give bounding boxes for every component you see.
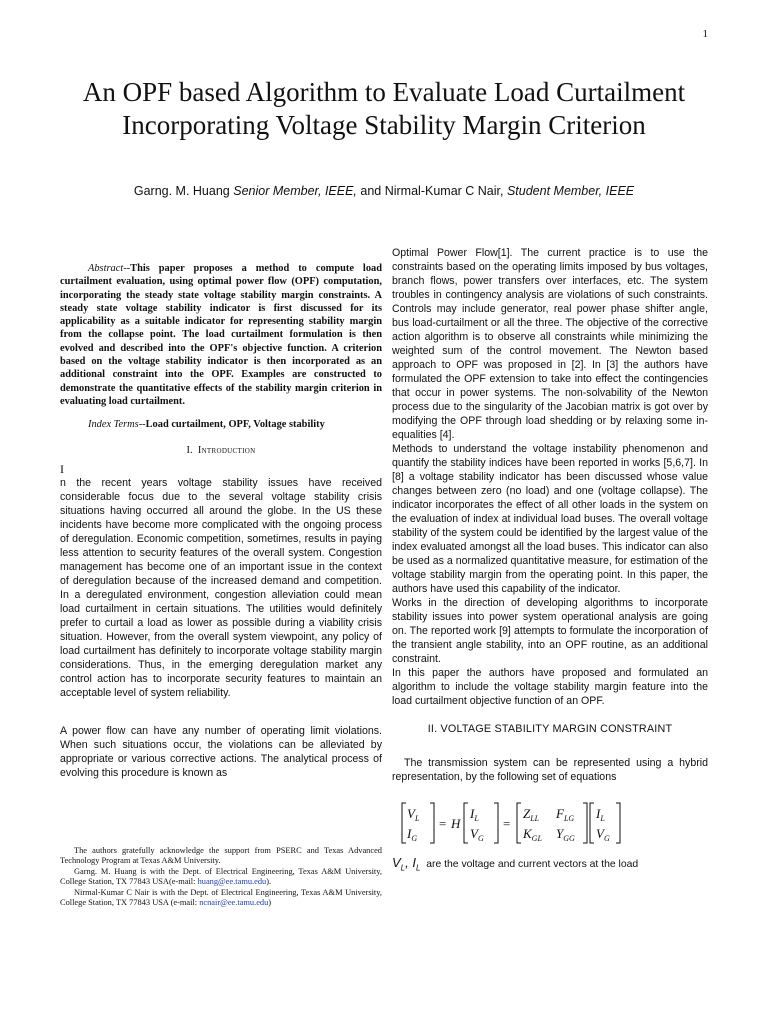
section-1-heading: [60, 444, 382, 458]
eq-K-sub: GL: [531, 834, 542, 843]
eq-Z-sub: LL: [530, 814, 540, 823]
eq-VG2-sub: G: [603, 834, 610, 843]
eq-Y: Y: [556, 826, 564, 841]
svg-text:=: =: [439, 816, 447, 831]
eq-Z: Z: [523, 806, 531, 821]
eq-Y-sub: GG: [563, 834, 575, 843]
svg-text:IL: [469, 806, 479, 823]
section-2-heading: II. VOLTAGE STABILITY MARGIN CONSTRAINT: [427, 723, 673, 735]
svg-text:=: =: [503, 816, 511, 831]
author-1-role: Senior Member, IEEE,: [233, 184, 357, 198]
index-terms-text: Load curtailment, OPF, Voltage stability: [145, 419, 325, 431]
footnote-acknowledgment: The authors gratefully acknowledge the support from PSERC and Texas Advanced Technology Program at Texas A&M University.: [60, 846, 382, 866]
svg-text:VG: [470, 826, 484, 843]
svg-text:VG: [596, 826, 610, 843]
svg-text:IG: [406, 826, 417, 843]
svg-text:VL: [407, 806, 420, 823]
eq-IG-sub: G: [411, 834, 418, 843]
index-terms-lead: Index Terms--: [88, 419, 146, 431]
footnote-author-2-end: ): [268, 898, 272, 908]
author-2-name: Nirmal-Kumar C Nair,: [384, 184, 504, 198]
author-2-role: Student Member, IEEE: [506, 184, 635, 198]
eq-IG: I: [407, 826, 412, 841]
right-paragraph-1: Optimal Power Flow[1]. The current practice is to use the constraints based on the operating limits imposed by bus voltages, branch flows, power transfers over interfaces, etc. The system troubles in contingency analysis are violations of such constraints. Controls may include generator, real power phase shifter angle, bus load-curtailment or all the three. The objective of the corrective action algorithm is to observe all constraints while minimizing the weighted sum of the control movement. The Newton based approach to OPF was proposed in [2]. In [3] the authors have formulated the OPF extension to take into effect the contingencies that occur in power systems. The non-solvability of the Newton process due to the singularity of the Jacobian matrix is got over by modifying the OPF through load shedding or by relaxing some in-equalities [4].: [392, 247, 708, 441]
footnote-author-1: [60, 867, 382, 888]
author-conjunction: and: [356, 184, 385, 198]
right-paragraph-4: In this paper the authors have proposed and formulated an algorithm to include the voltage stability margin feature into the load curtailment objective function of an OPF.: [392, 667, 708, 707]
eq-IL2-sub: L: [600, 814, 605, 823]
abstract: [60, 262, 382, 408]
eq-VL: V: [407, 806, 415, 821]
footnotes: [60, 846, 382, 908]
svg-text:IL: [595, 806, 605, 823]
eq-VG-sub: G: [477, 834, 484, 843]
equation-matrix-svg: [400, 800, 650, 846]
right-column: [392, 246, 708, 876]
left-column: [60, 262, 382, 780]
eq-VG: V: [470, 826, 478, 841]
svg-text:ZLL: [523, 806, 540, 823]
eq-H: H: [451, 816, 461, 831]
variable-description-text: are the voltage and current vectors at the load: [426, 859, 639, 870]
eq-IL2: I: [596, 806, 601, 821]
section-1-number: I.: [186, 445, 193, 457]
dropcap-letter: I: [60, 462, 64, 477]
right-paragraph-3: Works in the direction of developing algorithms to incorporate stability issues into power system operational analysis are going on. The reported work [9] attempts to formulate the incorporation of the transient angle stability, into an OPF routine, as an additional constraint.: [392, 597, 708, 665]
footnote-author-2: [60, 888, 382, 909]
abstract-lead: Abstract--: [88, 263, 131, 274]
eq-F-sub: LG: [563, 814, 575, 823]
intro-paragraph-1: n the recent years voltage stability issues have received considerable focus due to the several voltage stability crisis situations having occurred all around the globe. In the US these incidents have become more complicated with the ongoing process of deregulation. Economic competition, sometimes, results in paying less attention to security features of the overall system. Congestion management has become one of an important issue in the context of deregulation because of the increased demand and competition. In a deregulated environment, congestion alleviation could mean load curtailment in certain situations. The utilities would definitely prefer to curtail a load as lower as possible during a viability crisis situation. However, from the overall system viewpoint, any policy of load curtailment has definitely to incorporate voltage stability margin considerations. Thus, in the emerging deregulation market any control action has to incorporate security features to maintain an acceptable level of system reliability.: [60, 477, 382, 700]
author-line: [60, 184, 708, 198]
eq-IL-sub: L: [474, 814, 479, 823]
paper-title: An OPF based Algorithm to Evaluate Load Curtailment Incorporating Voltage Stability Margin Criterion: [82, 77, 686, 140]
right-paragraph-5: The transmission system can be represented using a hybrid representation, by the following set of equations: [392, 757, 708, 783]
author-1-name: Garng. M. Huang: [133, 184, 230, 198]
svg-text:KGL: [522, 826, 542, 843]
right-paragraph-2: Methods to understand the voltage instability phenomenon and quantify the stability indices have been reported in works [5,6,7]. In [8] a voltage stability indicator has been discussed whose value changes between zero (no load) and one (voltage collapse). The indicator incorporates the effect of all other loads in the system on the evaluation of index at individual load buses. The overall voltage stability of the system could be identified by the largest value of the index evaluated amongst all the load buses. This indicator can also be used as a normalized quantitative measure, for estimation of the voltage stability margin from the operating point. In this paper, the authors have used this capability of the indicator.: [392, 443, 708, 595]
footnote-author-2-text: Nirmal-Kumar C Nair is with the Dept. of Electrical Engineering, Texas A&M University, College Station, TX 77843 USA (e-mail:: [60, 887, 382, 908]
abstract-text: This paper proposes a method to compute load curtailment evaluation, using optimal power flow (OPF) computation, incorporating the steady state voltage stability margin constraints. A steady state voltage stability indicator is first discussed for its applicability as a suitable indicator for representing stability margin from the collapse point. The load curtailment formulation is then evolved and described into the OPF's objective function. A criterion based on the voltage stability indicator is then incorporated as an additional constraint into the OPF. Examples are constructed to demonstrate the quantitative effects of the stability margin criterion in evaluating load curtailment.: [60, 263, 382, 407]
index-terms: [60, 418, 382, 432]
eq-F: F: [556, 806, 564, 821]
eq-K: K: [523, 826, 532, 841]
email-link-nair[interactable]: ncnair@ee.tamu.edu: [199, 898, 269, 908]
footnote-author-1-end: ).: [266, 877, 272, 887]
eq-VL-sub: L: [414, 814, 420, 823]
intro-paragraph-2: A power flow can have any number of operating limit violations. When such situations occur, the violations can be alleviated by appropriate or various corrective actions. The analytical process of evolving this procedure is known as: [60, 725, 382, 780]
eq-VG2: V: [596, 826, 604, 841]
svg-text:YGG: [556, 826, 575, 843]
section-1-title: Introduction: [197, 445, 256, 457]
footnote-author-1-text: Garng. M. Huang is with the Dept. of Electrical Engineering, Texas A&M University, College Station, TX 77843 USA(e-mail:: [60, 866, 382, 887]
eq-IL: I: [470, 806, 475, 821]
variable-description: $V_L$, $I_L$ are the voltage and current vectors at the load: [392, 855, 639, 873]
hybrid-equation: [400, 800, 708, 846]
email-link-huang[interactable]: huang@ee.tamu.edu: [197, 877, 267, 887]
page-number: 1: [702, 28, 708, 40]
svg-text:FLG: [555, 806, 574, 823]
